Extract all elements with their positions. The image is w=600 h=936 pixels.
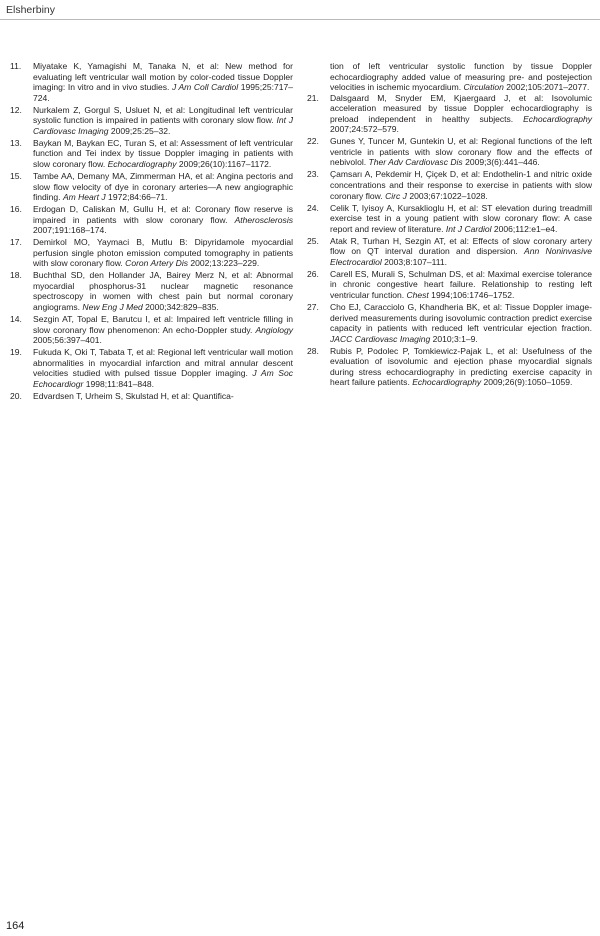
reference-journal: Circulation xyxy=(463,82,504,93)
reference-citation: 1998;11:841–848. xyxy=(83,378,155,389)
reference-number: 16. xyxy=(10,204,22,215)
running-head: Elsherbiny xyxy=(6,4,56,16)
reference-item xyxy=(10,105,293,137)
reference-citation: 2009;25:25–32. xyxy=(108,125,171,136)
reference-journal: Ann Noninvasive Electrocardiol xyxy=(330,246,593,267)
reference-number: 23. xyxy=(307,169,319,180)
reference-citation: 1972;84:66–71. xyxy=(105,192,168,203)
reference-journal: Am Heart J xyxy=(62,192,106,203)
reference-text: Edvardsen T, Urheim S, Skulstad H, et al: Quantifica- xyxy=(33,390,234,401)
reference-number: 28. xyxy=(307,345,319,356)
reference-journal: Int J Cardiovasc Imaging xyxy=(33,115,293,136)
reference-item xyxy=(10,171,293,203)
references-column-right xyxy=(307,61,592,389)
reference-number: 27. xyxy=(307,302,319,313)
reference-number: 12. xyxy=(10,104,22,115)
reference-journal: Circ J xyxy=(385,190,407,201)
reference-journal: Angiology xyxy=(255,324,293,335)
reference-text: Çamsarı A, Pekdemir H, Çiçek D, et al: Endothelin-1 and nitric oxide concentrations and their response to exercise in patients with slow coronary flow. xyxy=(330,169,592,201)
reference-body xyxy=(330,93,592,135)
reference-item xyxy=(307,136,592,168)
reference-body xyxy=(33,314,293,346)
reference-text: tion of left ventricular systolic function by tissue Doppler echocardiography added value of measuring pre- and postejection velocities in ischemic myocardium. xyxy=(330,61,592,93)
reference-text: Dalsgaard M, Snyder EM, Kjaergaard J, et al: Isovolumic acceleration measured by tissue Doppler echocardiography is preload independent in healthy subjects. xyxy=(330,92,592,124)
reference-citation: 2007;191:168–174. xyxy=(33,225,107,236)
reference-citation: 2002;13:223–229. xyxy=(188,258,260,269)
reference-citation: 2005;56:397–401. xyxy=(33,335,102,346)
reference-item xyxy=(307,269,592,301)
reference-item xyxy=(307,346,592,388)
reference-number: 20. xyxy=(10,390,22,401)
page-number: 164 xyxy=(6,920,25,932)
reference-number: 11. xyxy=(10,61,22,71)
reference-body xyxy=(33,347,293,389)
reference-number: 19. xyxy=(10,347,22,358)
reference-journal: Coron Artery Dis xyxy=(125,258,189,269)
reference-item xyxy=(10,237,293,269)
reference-text: Celik T, Iyisoy A, Kursaklioglu H, et al: ST elevation during treadmill exercise test in a young patient with slow coronary flow: A case report and review of literature. xyxy=(330,202,592,234)
reference-body xyxy=(33,204,293,236)
reference-body xyxy=(33,237,293,269)
reference-text: Demirkol MO, Yaymaci B, Mutlu B: Dipyridamole myocardial perfusion single photon emission computed tomography in patients with slow coronary flow. xyxy=(33,237,293,269)
reference-body xyxy=(330,302,592,344)
reference-citation: 2009;26(9):1050–1059. xyxy=(481,377,573,388)
reference-number: 13. xyxy=(10,137,22,148)
reference-number: 17. xyxy=(10,237,22,248)
reference-item xyxy=(307,203,592,235)
reference-item xyxy=(307,169,592,201)
reference-number: 25. xyxy=(307,235,319,246)
reference-continuation xyxy=(330,61,592,93)
reference-journal: J Am Coll Cardiol xyxy=(171,82,239,93)
reference-citation: 1995;25:717–724. xyxy=(33,82,293,103)
reference-citation: 2000;342:829–835. xyxy=(142,302,219,313)
reference-journal: Echocardiography xyxy=(523,113,592,124)
reference-citation: 2003;67:1022–1028. xyxy=(406,190,488,201)
reference-text: Tambe AA, Demany MA, Zimmerman HA, et al: Angina pectoris and slow flow velocity of dye in coronary arteries—A new angiographic finding. xyxy=(33,170,293,203)
reference-text: Fukuda K, Oki T, Tabata T, et al: Regional left ventricular wall motion abnormalities in myocardial infarction and mitral annular descent velocities studied with pulsed tissue Doppler imaging. xyxy=(33,347,293,379)
reference-citation: 2007;24:572–579. xyxy=(330,124,399,135)
reference-number: 18. xyxy=(10,270,22,281)
reference-text: Cho EJ, Caracciolo G, Khandheria BK, et al: Tissue Doppler image-derived measurements during isovolumic contraction predict exercise capacity in patients with reduced left ventricular ejection fraction. xyxy=(330,302,592,334)
reference-citation: 2009;3(6):441–446. xyxy=(462,157,540,168)
reference-body xyxy=(330,346,592,388)
reference-item xyxy=(10,314,293,346)
reference-journal: JACC Cardiovasc Imaging xyxy=(330,333,431,344)
header-rule xyxy=(0,19,600,20)
reference-body xyxy=(330,203,592,235)
reference-item xyxy=(10,347,293,389)
reference-citation: 2010;3:1–9. xyxy=(430,333,478,344)
reference-number: 15. xyxy=(10,170,22,181)
reference-text: Miyatake K, Yamagishi M, Tanaka N, et al: New method for evaluating left ventricular wall motion by color-coded tissue Doppler imaging: In vitro and in vivo studies. xyxy=(33,61,293,93)
reference-item xyxy=(307,236,592,268)
reference-item xyxy=(10,391,293,402)
reference-body xyxy=(330,169,592,201)
references-column-left xyxy=(10,61,293,403)
reference-journal: Int J Cardiol xyxy=(445,223,492,234)
reference-journal: Ther Adv Cardiovasc Dis xyxy=(368,157,463,168)
reference-citation: 2009;26(10):1167–1172. xyxy=(176,158,272,169)
reference-journal: Echocardiography xyxy=(412,377,482,388)
reference-journal: Atherosclerosis xyxy=(234,214,293,225)
reference-text: Atak R, Turhan H, Sezgin AT, et al: Effects of slow coronary artery flow on QT interval duration and dispersion. xyxy=(330,235,592,257)
reference-text: Carell ES, Murali S, Schulman DS, et al: Maximal exercise tolerance in chronic congestive heart failure. Relationship to resting left ventricular function. xyxy=(330,268,592,300)
reference-journal: J Am Soc Echocardiogr xyxy=(33,368,293,389)
reference-item xyxy=(10,270,293,312)
reference-body xyxy=(330,269,592,301)
reference-item xyxy=(10,61,293,103)
reference-body xyxy=(330,136,592,168)
reference-item xyxy=(10,204,293,236)
reference-text: Gunes Y, Tuncer M, Guntekin U, et al: Regional functions of the left ventricle in patients with slow coronary flow and the effects of nebivolol. xyxy=(330,136,592,168)
reference-body xyxy=(33,391,293,402)
reference-citation: 1994;106:1746–1752. xyxy=(428,289,515,300)
reference-body xyxy=(33,105,293,137)
reference-number: 22. xyxy=(307,136,319,147)
reference-citation: 2003;8:107–111. xyxy=(381,256,448,267)
reference-item xyxy=(307,302,592,344)
reference-number: 26. xyxy=(307,268,319,279)
reference-text: Rubis P, Podolec P, Tomkiewicz-Pajak L, et al: Usefulness of the evaluation of isovolumic and ejection phase myocardial signals during stress echocardiography in predicting exercise capacity in heart failure patients. xyxy=(330,345,592,388)
reference-body xyxy=(33,270,293,312)
reference-number: 24. xyxy=(307,202,319,213)
reference-journal: Echocardiography xyxy=(107,158,177,169)
reference-citation: 2006;112:e1–e4. xyxy=(491,223,558,234)
reference-item xyxy=(10,138,293,170)
reference-text: Sezgin AT, Topal E, Barutcu I, et al: Impaired left ventricle filling in slow coronary flow phenomenon: An echo-Doppler study. xyxy=(33,314,293,335)
reference-text: Buchthal SD, den Hollander JA, Bairey Merz N, et al: Abnormal myocardial phosphorus-31 nuclear magnetic resonance spectroscopy in women with chest pain but normal coronary angiograms. xyxy=(33,270,293,313)
reference-journal: Chest xyxy=(406,289,429,300)
reference-body xyxy=(33,171,293,203)
reference-text: Erdogan D, Caliskan M, Gullu H, et al: Coronary flow reserve is impaired in patients with slow coronary flow. xyxy=(33,204,293,225)
reference-citation: 2002;105:2071–2077. xyxy=(503,82,590,93)
reference-journal: New Eng J Med xyxy=(82,302,143,313)
reference-body xyxy=(33,61,293,103)
reference-body xyxy=(33,138,293,170)
reference-item xyxy=(307,93,592,135)
reference-text: Nurkalem Z, Gorgul S, Usluet N, et al: Longitudinal left ventricular systolic function is impaired in patients with coronary slow flow. xyxy=(33,104,293,126)
reference-number: 14. xyxy=(10,314,22,325)
reference-body xyxy=(330,236,592,268)
reference-number: 21. xyxy=(307,92,319,103)
reference-text: Baykan M, Baykan EC, Turan S, et al: Assessment of left ventricular function and Tei index by tissue Doppler imaging in patients with slow coronary flow. xyxy=(33,137,293,169)
